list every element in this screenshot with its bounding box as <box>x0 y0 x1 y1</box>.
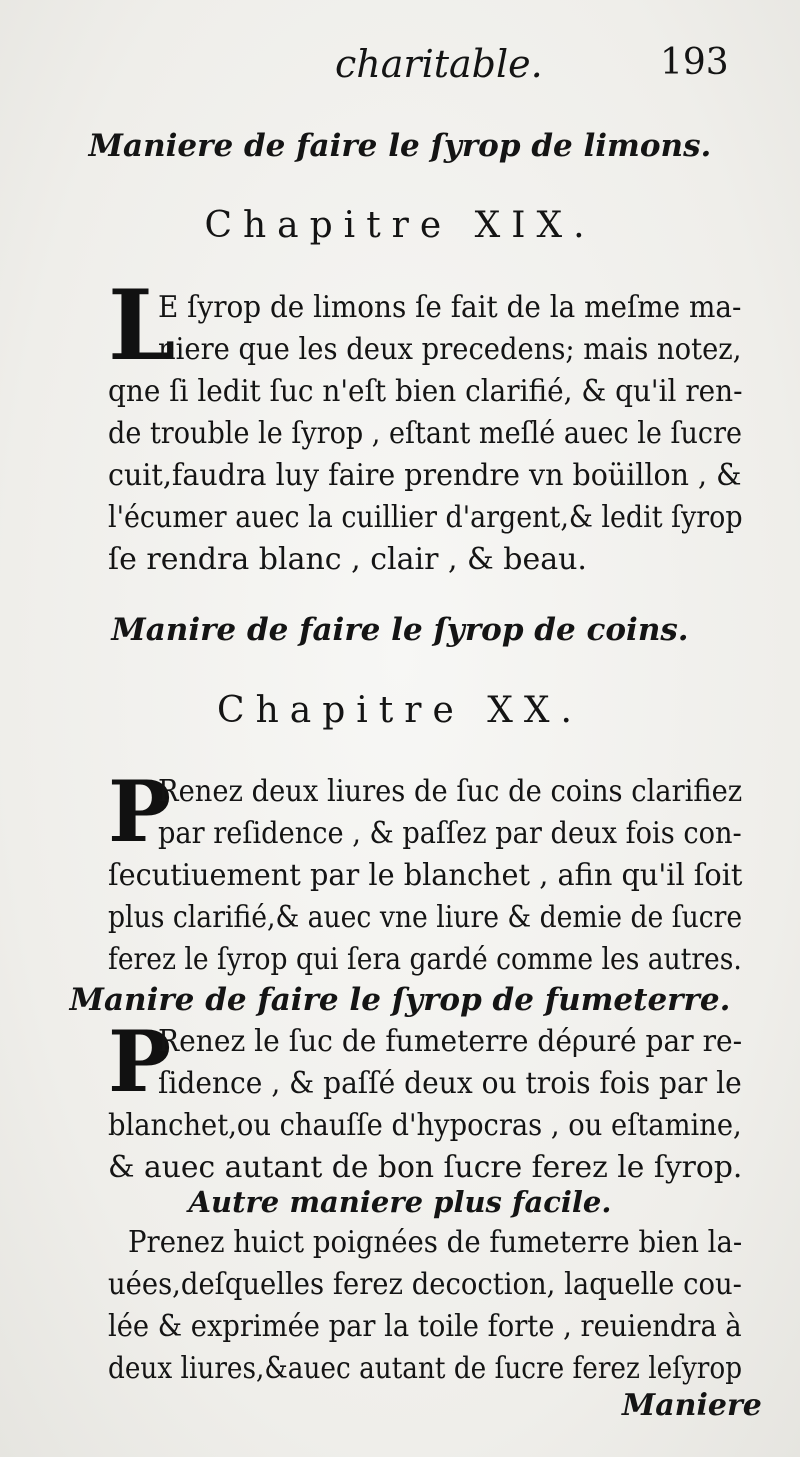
text-line: plus clarifié,& auec vne liure & demie de ſucre <box>108 900 743 935</box>
section-heading: Manire de faire le ſyrop de coins. <box>111 612 689 648</box>
text-line: ſecutiuement par le blanchet , afin qu'il ſoit <box>108 858 743 893</box>
drop-capital: L <box>108 269 176 382</box>
text-line: E ſyrop de limons ſe fait de la meſme ma- <box>158 290 742 325</box>
page-number: 193 <box>660 42 729 83</box>
text-line: cuit,faudra luy faire prendre vn boüillon , & <box>108 458 742 493</box>
text-line: blanchet,ou chauſſe d'hypocras , ou eſtamine, <box>108 1108 742 1143</box>
text-line: lée & exprimée par la toile forte , reuiendra à <box>108 1309 742 1344</box>
drop-capital: P <box>108 1012 172 1111</box>
text-line: niere que les deux precedens; mais notez, <box>158 332 742 367</box>
text-line: Renez le ſuc de fumeterre déρuré par re- <box>158 1024 743 1059</box>
running-head <box>0 42 800 92</box>
text-line: Renez deux liures de ſuc de coins clarifiez <box>158 774 743 809</box>
text-line: & auec autant de bon ſucre ferez le ſyrop. <box>108 1150 743 1185</box>
chapter-heading: Chapitre XX. <box>217 690 583 731</box>
text-line: uées,deſquelles ferez decoction, laquelle cou- <box>108 1267 742 1302</box>
text-line: Prenez huict poignées de fumeterre bien la- <box>128 1225 743 1260</box>
text-line: ferez le ſyrop qui ſera gardé comme les autres. <box>108 942 742 977</box>
text-line: par reſidence , & paſſez par deux fois con- <box>158 816 742 851</box>
section-heading: Maniere de faire le ſyrop de limons. <box>88 128 712 164</box>
text-line: ſidence , & paſſé deux ou trois fois par le <box>158 1066 742 1101</box>
text-line: qne ſi ledit ſuc n'eſt bien clarifié, & qu'il ren- <box>108 374 743 409</box>
chapter-heading: Chapitre XIX. <box>204 205 596 246</box>
text-line: ſe rendra blanc , clair , & beau. <box>108 542 587 577</box>
section-heading: Manire de faire le ſyrop de fumeterre. <box>69 982 731 1018</box>
running-title: charitable. <box>335 42 543 86</box>
text-line: l'écumer auec la cuillier d'argent,& ledit ſyrop <box>108 500 743 535</box>
catchword: Maniere <box>622 1388 762 1423</box>
section-heading: Autre maniere plus facile. <box>188 1185 612 1219</box>
drop-capital: P <box>108 762 172 861</box>
text-line: de trouble le ſyrop , eſtant meſlé auec le ſucre <box>108 416 743 451</box>
text-line: deux liures,&auec autant de ſucre ferez leſyrop <box>108 1351 743 1386</box>
